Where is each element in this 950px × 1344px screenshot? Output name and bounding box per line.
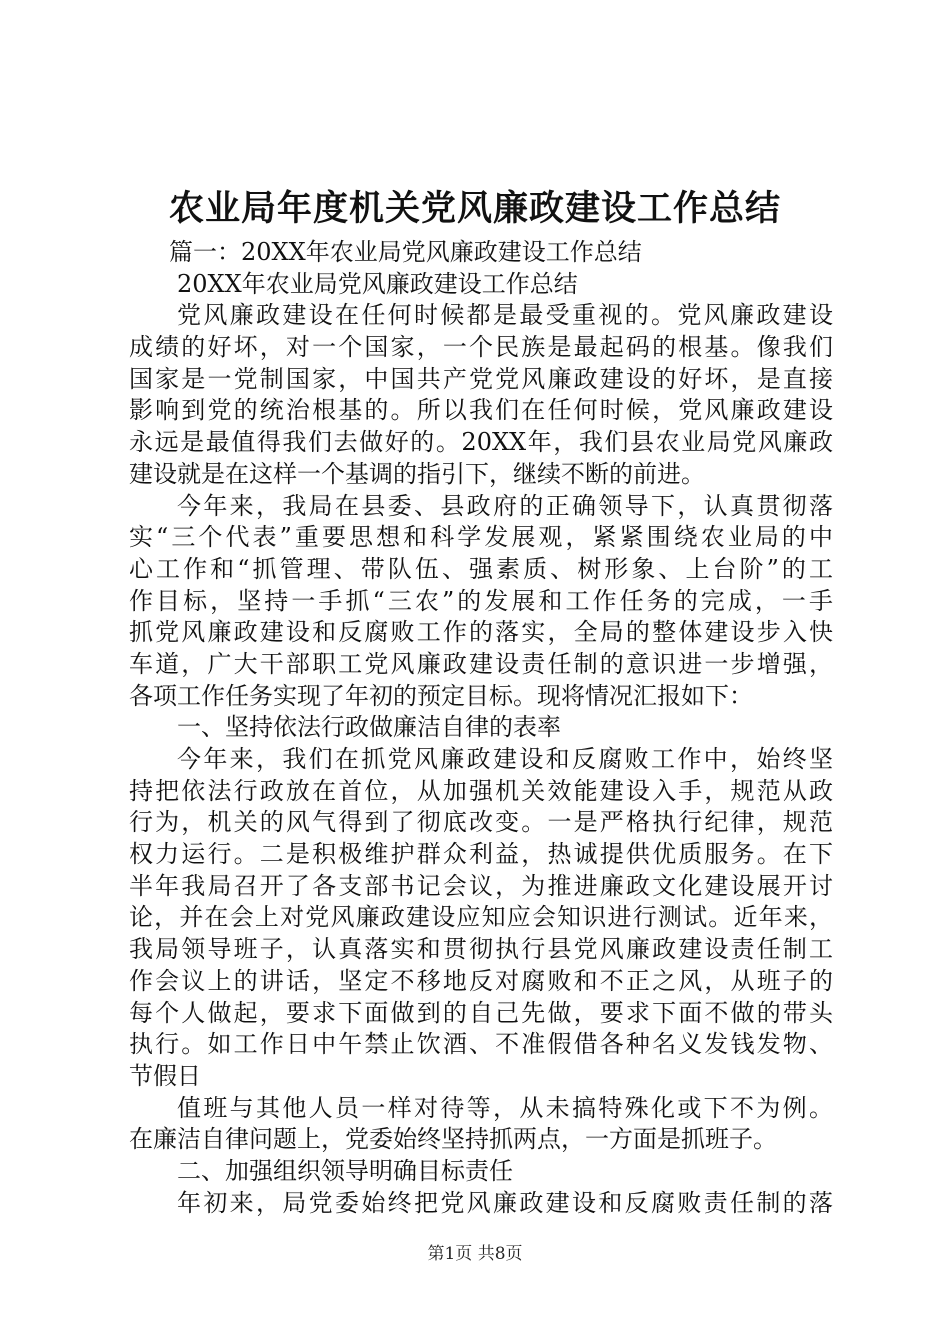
paragraph-line: 20XX年农业局党风廉政建设工作总结 — [177, 269, 578, 298]
paragraph-line: 国家是一党制国家，中国共产党党风廉政建设的好坏，是直接 — [129, 364, 833, 393]
paragraph-line: 论，并在会上对党风廉政建设应知应会知识进行测试。近年来， — [129, 903, 833, 932]
paragraph-line: 值班与其他人员一样对待等，从未搞特殊化或下不为例。 — [177, 1093, 833, 1122]
paragraph-line: 心工作和“抓管理、带队伍、强素质、树形象、上台阶”的工 — [129, 554, 833, 583]
paragraph-line: 执行。如工作日中午禁止饮酒、不准假借各种名义发钱发物、 — [129, 1030, 833, 1059]
paragraph-line: 车道，广大干部职工党风廉政建设责任制的意识进一步增强， — [129, 649, 833, 678]
paragraph-line: 今年来，我局在县委、县政府的正确领导下，认真贯彻落 — [177, 491, 833, 520]
paragraph-line: 节假日 — [129, 1061, 201, 1090]
paragraph-line: 影响到党的统治根基的。所以我们在任何时候，党风廉政建设 — [129, 396, 833, 425]
paragraph-line: 我局领导班子，认真落实和贯彻执行县党风廉政建设责任制工 — [129, 935, 833, 964]
paragraph-line: 行为，机关的风气得到了彻底改变。一是严格执行纪律，规范 — [129, 808, 833, 837]
document-title: 农业局年度机关党风廉政建设工作总结 — [168, 188, 781, 229]
paragraph-line: 二、加强组织领导明确目标责任 — [177, 1156, 513, 1185]
paragraph-line: 党风廉政建设在任何时候都是最受重视的。党风廉政建设 — [177, 301, 833, 330]
page-footer: 第1页 共8页 — [427, 1244, 523, 1264]
paragraph-line: 抓党风廉政建设和反腐败工作的落实，全局的整体建设步入快 — [129, 618, 833, 647]
paragraph-line: 一、坚持依法行政做廉洁自律的表率 — [177, 713, 561, 742]
paragraph-line: 实“三个代表”重要思想和科学发展观，紧紧围绕农业局的中 — [129, 523, 833, 552]
paragraph-line: 持把依法行政放在首位，从加强机关效能建设入手，规范从政 — [129, 776, 833, 805]
paragraph-line: 半年我局召开了各支部书记会议，为推进廉政文化建设展开讨 — [129, 871, 833, 900]
paragraph-line: 成绩的好坏，对一个国家，一个民族是最起码的根基。像我们 — [129, 333, 833, 362]
document-body — [129, 237, 833, 1219]
paragraph-line: 每个人做起，要求下面做到的自己先做，要求下面不做的带头 — [129, 998, 833, 1027]
paragraph-line: 各项工作任务实现了年初的预定目标。现将情况汇报如下： — [129, 681, 753, 710]
paragraph-line: 在廉洁自律问题上，党委始终坚持抓两点，一方面是抓班子。 — [129, 1125, 777, 1154]
paragraph-line: 权力运行。二是积极维护群众利益，热诚提供优质服务。在下 — [129, 840, 833, 869]
paragraph-line: 作会议上的讲话，坚定不移地反对腐败和不正之风，从班子的 — [129, 966, 833, 995]
paragraph-line: 篇一：20XX年农业局党风廉政建设工作总结 — [169, 238, 642, 266]
paragraph-line: 永远是最值得我们去做好的。20XX年，我们县农业局党风廉政 — [129, 428, 833, 457]
paragraph-line: 作目标，坚持一手抓“三农”的发展和工作任务的完成，一手 — [129, 586, 833, 615]
paragraph-line: 建设就是在这样一个基调的指引下，继续不断的前进。 — [129, 459, 705, 488]
paragraph-line: 年初来，局党委始终把党风廉政建设和反腐败责任制的落 — [177, 1188, 833, 1217]
paragraph-line: 今年来，我们在抓党风廉政建设和反腐败工作中，始终坚 — [177, 745, 833, 773]
